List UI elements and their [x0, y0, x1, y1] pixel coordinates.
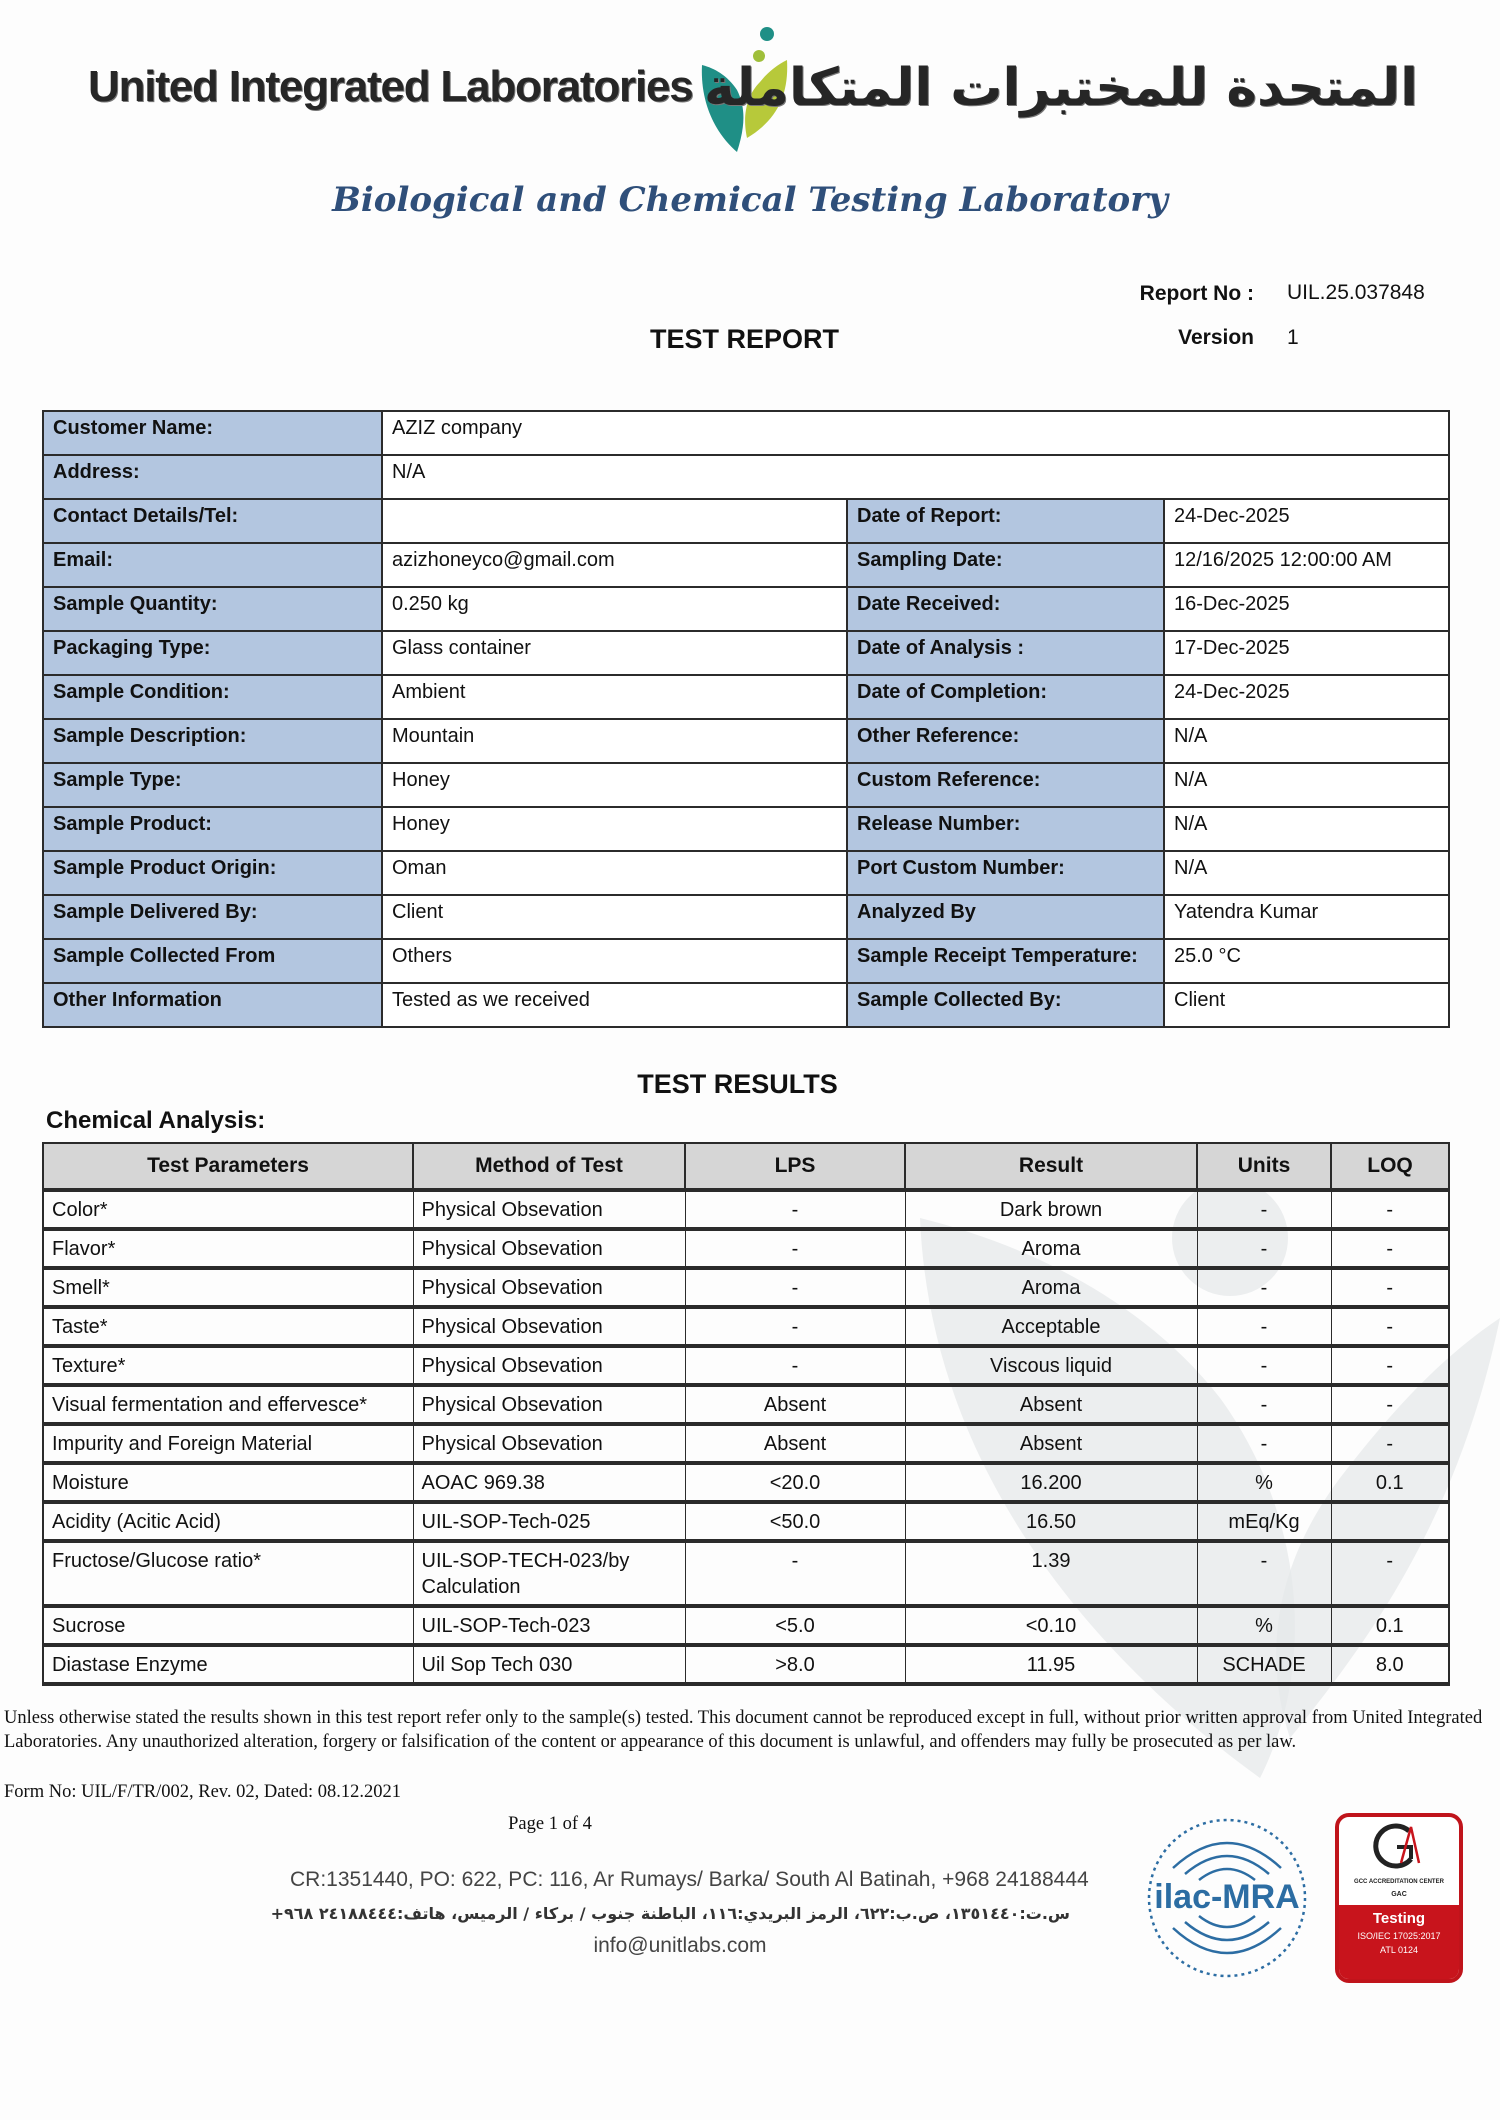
results-header-row	[43, 1143, 1449, 1190]
cell-units: -	[1197, 1385, 1331, 1424]
info-row	[43, 895, 1449, 939]
cell-method: AOAC 969.38	[413, 1463, 685, 1502]
table-row	[43, 1606, 1449, 1645]
info-row	[43, 763, 1449, 807]
info-label: Contact Details/Tel:	[43, 499, 382, 543]
cell-method: Physical Obsevation	[413, 1346, 685, 1385]
info-value: Client	[382, 895, 847, 939]
cell-method: UIL-SOP-TECH-023/by Calculation	[413, 1541, 685, 1606]
report-header	[0, 0, 1500, 410]
version-label: Version	[1178, 326, 1254, 349]
footer-bottom	[0, 1808, 1500, 2018]
cell-units: -	[1197, 1268, 1331, 1307]
cell-units: SCHADE	[1197, 1645, 1331, 1684]
info-row	[43, 631, 1449, 675]
cell-parameter: Color*	[43, 1190, 413, 1229]
gac-atl-number: ATL 0124	[1379, 1945, 1419, 1955]
cell-method: Physical Obsevation	[413, 1229, 685, 1268]
cell-lps: Absent	[685, 1385, 905, 1424]
gac-code: GAC	[1391, 1891, 1407, 1898]
gac-logo-icon	[1339, 1817, 1459, 1877]
info-row	[43, 939, 1449, 983]
section-title-chemical-analysis: Chemical Analysis:	[46, 1107, 266, 1134]
cell-units: -	[1197, 1307, 1331, 1346]
cell-loq: 0.1	[1331, 1606, 1449, 1645]
info-value: N/A	[1164, 763, 1449, 807]
info-label: Custom Reference:	[847, 763, 1164, 807]
info-row	[43, 851, 1449, 895]
info-row	[43, 807, 1449, 851]
info-row	[43, 719, 1449, 763]
table-row	[43, 1268, 1449, 1307]
cell-parameter: Impurity and Foreign Material	[43, 1424, 413, 1463]
cell-loq: -	[1331, 1229, 1449, 1268]
info-label: Release Number:	[847, 807, 1164, 851]
results-column-header: LOQ	[1331, 1143, 1449, 1190]
cell-units: -	[1197, 1541, 1331, 1606]
info-label: Sample Product Origin:	[43, 851, 382, 895]
gac-center-name: GCC ACCREDITATION CENTER	[1354, 1879, 1444, 1885]
cell-parameter: Smell*	[43, 1268, 413, 1307]
cell-loq: -	[1331, 1346, 1449, 1385]
table-row	[43, 1463, 1449, 1502]
cell-result: Aroma	[905, 1268, 1197, 1307]
brand-name-english: United Integrated Laboratories	[88, 62, 693, 111]
info-label: Customer Name:	[43, 411, 382, 455]
cell-parameter: Fructose/Glucose ratio*	[43, 1541, 413, 1606]
cell-units: -	[1197, 1424, 1331, 1463]
cell-result: Absent	[905, 1385, 1197, 1424]
cell-method: Physical Obsevation	[413, 1307, 685, 1346]
footer-address-arabic: س.ت:١٣٥١٤٤٠، ص.ب:٦٢٢، الرمز البريدي:١١٦، الباطنة جنوب / بركاء / الرميس، هاتف:٢٤١٨٨٤٤٤ ٩٦٨+	[270, 1904, 1070, 1923]
info-value: N/A	[382, 455, 1449, 499]
info-row	[43, 499, 1449, 543]
cell-loq: -	[1331, 1385, 1449, 1424]
results-column-header: Result	[905, 1143, 1197, 1190]
cell-method: Uil Sop Tech 030	[413, 1645, 685, 1684]
info-row-address	[43, 455, 1449, 499]
info-label: Sample Quantity:	[43, 587, 382, 631]
ilac-mra-badge-icon	[1143, 1808, 1311, 1988]
info-row	[43, 543, 1449, 587]
info-label: Date of Completion:	[847, 675, 1164, 719]
cell-units: -	[1197, 1346, 1331, 1385]
info-row	[43, 983, 1449, 1027]
info-label: Sample Collected From	[43, 939, 382, 983]
gac-accreditation-badge	[1335, 1813, 1463, 1983]
cell-method: UIL-SOP-Tech-023	[413, 1606, 685, 1645]
cell-units: mEq/Kg	[1197, 1502, 1331, 1541]
table-row	[43, 1502, 1449, 1541]
footer-email: info@unitlabs.com	[593, 1934, 767, 1957]
info-label: Analyzed By	[847, 895, 1164, 939]
cell-parameter: Diastase Enzyme	[43, 1645, 413, 1684]
info-label: Port Custom Number:	[847, 851, 1164, 895]
logo-dot-teal	[760, 27, 774, 41]
cell-result: 16.200	[905, 1463, 1197, 1502]
report-no-label: Report No :	[1139, 282, 1254, 305]
info-value: N/A	[1164, 719, 1449, 763]
cell-loq: -	[1331, 1268, 1449, 1307]
cell-units: %	[1197, 1463, 1331, 1502]
cell-method: Physical Obsevation	[413, 1385, 685, 1424]
test-results-table	[42, 1142, 1450, 1686]
info-label: Date of Report:	[847, 499, 1164, 543]
cell-result: Acceptable	[905, 1307, 1197, 1346]
table-row	[43, 1190, 1449, 1229]
info-label: Packaging Type:	[43, 631, 382, 675]
cell-loq: -	[1331, 1541, 1449, 1606]
footer-address-english: CR:1351440, PO: 622, PC: 116, Ar Rumays/ Barka/ South Al Batinah, +968 24188444	[290, 1868, 1089, 1891]
cell-lps: <20.0	[685, 1463, 905, 1502]
results-column-header: Test Parameters	[43, 1143, 413, 1190]
cell-method: Physical Obsevation	[413, 1268, 685, 1307]
cell-result: Absent	[905, 1424, 1197, 1463]
report-footer	[0, 1706, 1500, 2038]
cell-loq: 8.0	[1331, 1645, 1449, 1684]
gac-testing-label: Testing	[1372, 1910, 1426, 1927]
info-row	[43, 587, 1449, 631]
cell-lps: -	[685, 1268, 905, 1307]
info-value: Yatendra Kumar	[1164, 895, 1449, 939]
cell-result: Viscous liquid	[905, 1346, 1197, 1385]
info-value: Mountain	[382, 719, 847, 763]
cell-parameter: Taste*	[43, 1307, 413, 1346]
results-column-header: LPS	[685, 1143, 905, 1190]
cell-loq	[1331, 1502, 1449, 1541]
info-value: 25.0 °C	[1164, 939, 1449, 983]
info-label: Sample Description:	[43, 719, 382, 763]
cell-parameter: Visual fermentation and effervesce*	[43, 1385, 413, 1424]
cell-lps: -	[685, 1346, 905, 1385]
info-label: Sample Product:	[43, 807, 382, 851]
info-label: Other Information	[43, 983, 382, 1027]
info-value	[382, 499, 847, 543]
cell-parameter: Texture*	[43, 1346, 413, 1385]
cell-loq: -	[1331, 1424, 1449, 1463]
cell-lps: -	[685, 1541, 905, 1606]
table-row	[43, 1385, 1449, 1424]
cell-parameter: Acidity (Acitic Acid)	[43, 1502, 413, 1541]
info-value: 0.250 kg	[382, 587, 847, 631]
cell-parameter: Flavor*	[43, 1229, 413, 1268]
info-value: 17-Dec-2025	[1164, 631, 1449, 675]
cell-lps: Absent	[685, 1424, 905, 1463]
report-title: TEST REPORT	[650, 324, 840, 354]
info-label: Sample Condition:	[43, 675, 382, 719]
info-value: Tested as we received	[382, 983, 847, 1027]
info-value: Client	[1164, 983, 1449, 1027]
info-value: 24-Dec-2025	[1164, 499, 1449, 543]
info-value: Glass container	[382, 631, 847, 675]
cell-result: 1.39	[905, 1541, 1197, 1606]
lab-subtitle: Biological and Chemical Testing Laboratory	[332, 180, 1168, 220]
info-value: 24-Dec-2025	[1164, 675, 1449, 719]
info-label: Sample Type:	[43, 763, 382, 807]
cell-method: UIL-SOP-Tech-025	[413, 1502, 685, 1541]
cell-units: %	[1197, 1606, 1331, 1645]
cell-lps: -	[685, 1229, 905, 1268]
table-row	[43, 1541, 1449, 1606]
info-value: 12/16/2025 12:00:00 AM	[1164, 543, 1449, 587]
cell-result: Aroma	[905, 1229, 1197, 1268]
results-column-header: Method of Test	[413, 1143, 685, 1190]
info-label: Date Received:	[847, 587, 1164, 631]
cell-parameter: Moisture	[43, 1463, 413, 1502]
info-value: 16-Dec-2025	[1164, 587, 1449, 631]
table-row	[43, 1307, 1449, 1346]
info-label: Email:	[43, 543, 382, 587]
cell-result: Dark brown	[905, 1190, 1197, 1229]
results-title: TEST RESULTS	[637, 1069, 838, 1099]
cell-loq: -	[1331, 1307, 1449, 1346]
info-row	[43, 675, 1449, 719]
cell-method: Physical Obsevation	[413, 1424, 685, 1463]
page-number: Page 1 of 4	[508, 1814, 592, 1834]
cell-result: 16.50	[905, 1502, 1197, 1541]
ilac-text: ilac-MRA	[1154, 1878, 1300, 1916]
info-label: Date of Analysis :	[847, 631, 1164, 675]
info-value: Honey	[382, 763, 847, 807]
table-row	[43, 1424, 1449, 1463]
cell-lps: -	[685, 1190, 905, 1229]
cell-units: -	[1197, 1229, 1331, 1268]
info-value: AZIZ company	[382, 411, 1449, 455]
report-no-value: UIL.25.037848	[1287, 281, 1425, 304]
sample-info-table	[42, 410, 1450, 1028]
cell-lps: -	[685, 1307, 905, 1346]
info-value: Oman	[382, 851, 847, 895]
info-value: N/A	[1164, 807, 1449, 851]
cell-result: <0.10	[905, 1606, 1197, 1645]
cell-lps: <5.0	[685, 1606, 905, 1645]
brand-name-arabic: المتحدة للمختبرات المتكاملة	[704, 58, 1418, 118]
info-label: Other Reference:	[847, 719, 1164, 763]
table-row	[43, 1229, 1449, 1268]
info-value: Ambient	[382, 675, 847, 719]
cell-loq: -	[1331, 1190, 1449, 1229]
results-section	[0, 1068, 1500, 1686]
info-label: Sampling Date:	[847, 543, 1164, 587]
cell-lps: <50.0	[685, 1502, 905, 1541]
info-label: Address:	[43, 455, 382, 499]
table-row	[43, 1645, 1449, 1684]
cell-lps: >8.0	[685, 1645, 905, 1684]
cell-method: Physical Obsevation	[413, 1190, 685, 1229]
cell-result: 11.95	[905, 1645, 1197, 1684]
version-value: 1	[1287, 326, 1299, 349]
info-label: Sample Receipt Temperature:	[847, 939, 1164, 983]
disclaimer-text: Unless otherwise stated the results shown in this test report refer only to the sample(s) tested. This document cannot be reproduced except in full, without prior written approval from United Integrated Laboratories. Any unauthorized alteration, forgery or falsification of the content or appearance of this document is unlawful, and offenders may fully be prosecuted as per law.	[4, 1708, 1483, 1752]
info-value: Honey	[382, 807, 847, 851]
gac-standard: ISO/IEC 17025:2017	[1357, 1931, 1441, 1941]
info-label: Sample Delivered By:	[43, 895, 382, 939]
form-number: Form No: UIL/F/TR/002, Rev. 02, Dated: 08.12.2021	[4, 1782, 402, 1802]
info-value: N/A	[1164, 851, 1449, 895]
table-row	[43, 1346, 1449, 1385]
info-value: azizhoneyco@gmail.com	[382, 543, 847, 587]
cell-units: -	[1197, 1190, 1331, 1229]
cell-parameter: Sucrose	[43, 1606, 413, 1645]
info-value: Others	[382, 939, 847, 983]
results-column-header: Units	[1197, 1143, 1331, 1190]
info-row-customer-name	[43, 411, 1449, 455]
info-label: Sample Collected By:	[847, 983, 1164, 1027]
cell-loq: 0.1	[1331, 1463, 1449, 1502]
